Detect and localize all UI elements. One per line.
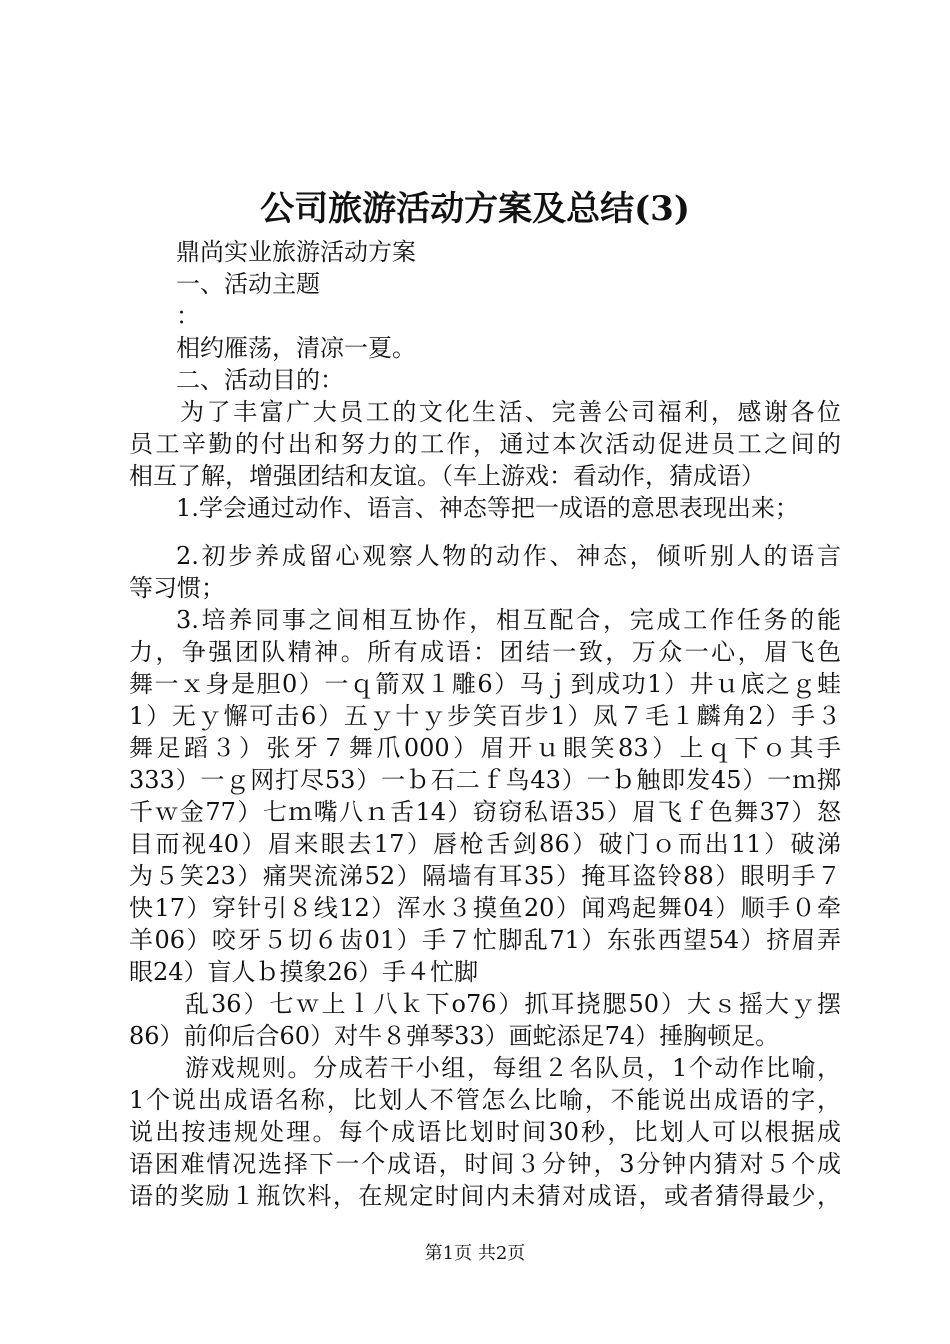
page-number-footer: 第1页 共2页 xyxy=(424,1243,526,1264)
paragraph-line: 333）一ｇ网打尽53）一ｂ石二ｆ鸟43）一ｂ触即发45）一ｍ掷 xyxy=(129,766,841,794)
paragraph-line: 力，争强团队精神。所有成语：团结一致，万众一心，眉飞色 xyxy=(129,638,841,666)
paragraph-line: 舞足蹈３）张牙７舞爪000）眉开ｕ眼笑83）上ｑ下ｏ其手 xyxy=(129,734,841,762)
paragraph-line: 语的奖励１瓶饮料，在规定时间内未猜对成语，或者猜得最少， xyxy=(129,1182,841,1210)
document-title: 公司旅游活动方案及总结(3) xyxy=(260,189,690,229)
paragraph-line: 相约雁荡，清凉一夏。 xyxy=(176,334,416,362)
paragraph-line: 员工辛勤的付出和努力的工作，通过本次活动促进员工之间的 xyxy=(129,430,841,458)
list-item: 3.培养同事之间相互协作，相互配合，完成工作任务的能 xyxy=(176,606,841,634)
paragraph-line: 1）无ｙ懈可击6）五ｙ十ｙ步笑百步1）凤７毛１麟角2）手３ xyxy=(129,702,841,730)
paragraph-line: ： xyxy=(176,302,200,330)
spacer xyxy=(129,524,841,540)
paragraph-line: 等习惯； xyxy=(129,574,225,602)
paragraph-line: 86）前仰后合60）对牛８弹琴33）画蛇添足74）捶胸顿足。 xyxy=(129,1022,780,1050)
paragraph-line: 游戏规则。分成若干小组，每组２名队员，1个动作比喻， xyxy=(185,1054,841,1082)
paragraph-line: 为５笑23）痛哭流涕52）隔墙有耳35）掩耳盗铃88）眼明手７ xyxy=(129,862,841,890)
list-item: 1.学会通过动作、语言、神态等把一成语的意思表现出来； xyxy=(176,494,799,522)
paragraph-line: 1个说出成语名称，比划人不管怎么比喻，不能说出成语的字， xyxy=(129,1086,841,1114)
paragraph-line: 眼24）盲人ｂ摸象26）手４忙脚 xyxy=(129,958,479,986)
paragraph-line: 目而视40）眉来眼去17）唇枪舌剑86）破门ｏ而出11）破涕 xyxy=(129,830,841,858)
paragraph-line: 舞一ｘ身是胆0）一ｑ箭双１雕6）马ｊ到成功1）井ｕ底之ｇ蛙 xyxy=(129,670,841,698)
section-heading: 二、活动目的： xyxy=(176,366,344,394)
paragraph-line: 为了丰富广大员工的文化生活、完善公司福利，感谢各位 xyxy=(180,398,841,426)
paragraph-line: 乱36）七ｗ上ｌ八ｋ下o76）抓耳挠腮50）大ｓ摇大ｙ摆 xyxy=(185,990,841,1018)
paragraph-line: 羊06）咬牙５切６齿01）手７忙脚乱71）东张西望54）挤眉弄 xyxy=(129,926,841,954)
paragraph-line: 千ｗ金77）七ｍ嘴八ｎ舌14）窃窃私语35）眉飞ｆ色舞37）怒 xyxy=(129,798,841,826)
paragraph-line: 语困难情况选择下一个成语，时间３分钟，3分钟内猜对５个成 xyxy=(129,1150,841,1178)
paragraph-line: 快17）穿针引８线12）浑水３摸鱼20）闻鸡起舞04）顺手０牵 xyxy=(129,894,841,922)
paragraph-line: 鼎尚实业旅游活动方案 xyxy=(176,238,416,266)
paragraph-line: 相互了解，增强团结和友谊。（车上游戏：看动作，猜成语） xyxy=(129,462,765,490)
list-item: 2.初步养成留心观察人物的动作、神态，倾听别人的语言 xyxy=(176,542,841,570)
document-body xyxy=(129,236,841,1212)
paragraph-line: 说出按违规处理。每个成语比划时间30秒，比划人可以根据成 xyxy=(129,1118,841,1146)
section-heading: 一、活动主题 xyxy=(176,270,320,298)
